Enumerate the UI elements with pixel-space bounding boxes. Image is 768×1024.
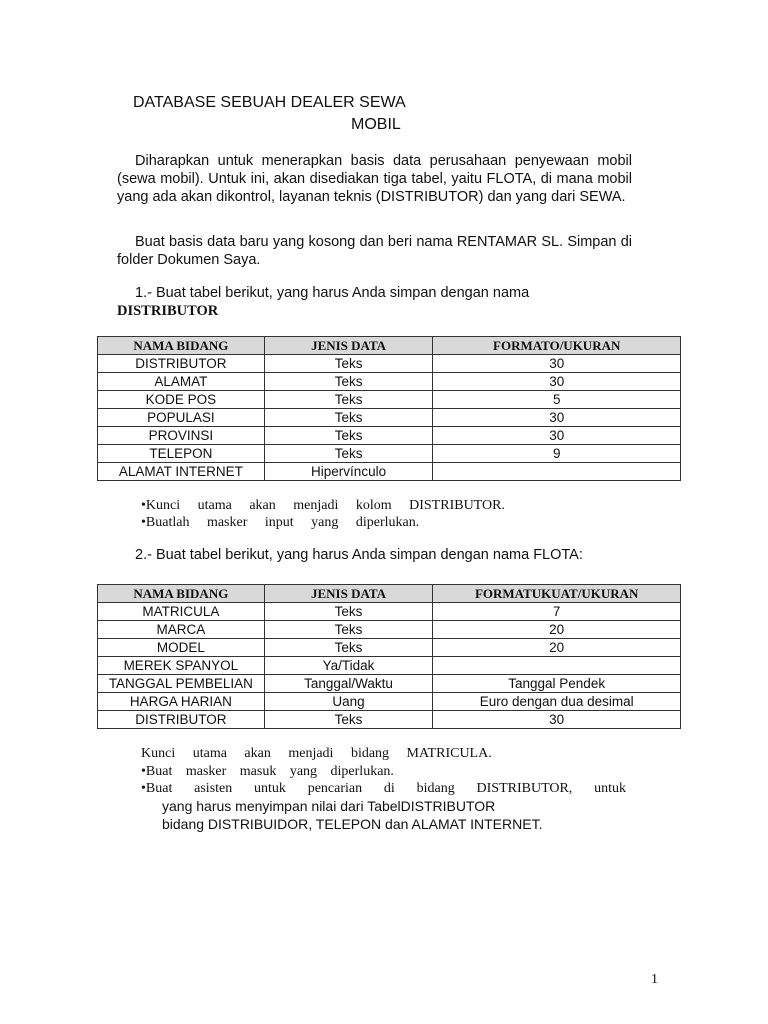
table-cell: Teks [264,409,433,427]
column-header-format-size: FORMATO/UKURAN [433,337,681,355]
table-cell: POPULASI [98,409,265,427]
table-cell: Tanggal Pendek [433,675,681,693]
step1-paragraph [117,284,612,320]
table-cell: 30 [433,355,681,373]
table-cell: Uang [264,693,433,711]
table-row [98,463,681,481]
table-cell: Teks [264,373,433,391]
table-header-row [98,585,681,603]
table-cell: 7 [433,603,681,621]
table-row [98,621,681,639]
table-cell: 30 [433,427,681,445]
table-cell: DISTRIBUTOR [98,355,265,373]
step1-table-name: DISTRIBUTOR [117,303,219,319]
column-header-data-type: JENIS DATA [264,337,433,355]
bullet-primary-key: •Kunci utama akan menjadi kolom DISTRIBUTOR. [141,498,505,513]
table-cell: TANGGAL PEMBELIAN [98,675,265,693]
column-header-format-size: FORMATUKUAT/UKURAN [433,585,681,603]
column-header-field-name: NAMA BIDANG [98,337,265,355]
table-cell: Teks [264,391,433,409]
page-title-continued: MOBIL [351,116,401,133]
table-cell: HARGA HARIAN [98,693,265,711]
intro-paragraph: Diharapkan untuk menerapkan basis data perusahaan penyewaan mobil (sewa mobil). Untuk ini, akan disediakan tiga tabel, yaitu FLOTA, di mana mobil yang ada akan dikontrol, layanan teknis (DISTRIBUTOR) dan yang dari SEWA. [117,153,632,205]
table-cell: Tanggal/Waktu [264,675,433,693]
table-cell: 20 [433,639,681,657]
table-cell: Teks [264,639,433,657]
table-cell: Ya/Tidak [264,657,433,675]
step2-lookup-source: yang harus menyimpan nilai dari TabelDISTRIBUTOR [162,798,496,814]
table-cell: 30 [433,409,681,427]
create-database-paragraph: Buat basis data baru yang kosong dan beri nama RENTAMAR SL. Simpan di folder Dokumen Saya. [117,234,632,268]
table-cell: PROVINSI [98,427,265,445]
table-row [98,603,681,621]
table-row [98,693,681,711]
table-cell: 9 [433,445,681,463]
table-cell: 30 [433,373,681,391]
step2-lookup-assistant: •Buat asisten untuk pencarian di bidang DISTRIBUTOR, untuk [141,781,626,796]
table-cell: Hipervínculo [264,463,433,481]
table-cell: Teks [264,427,433,445]
table-row [98,657,681,675]
table-row [98,675,681,693]
table-cell: TELEPON [98,445,265,463]
distributor-table [97,336,681,481]
table-cell: Teks [264,603,433,621]
table-cell: MODEL [98,639,265,657]
table-cell: MATRICULA [98,603,265,621]
table-row [98,355,681,373]
table-row [98,711,681,729]
table-row [98,409,681,427]
page-title: DATABASE SEBUAH DEALER SEWA [133,94,406,111]
step2-paragraph: 2.- Buat tabel berikut, yang harus Anda simpan dengan nama FLOTA: [135,547,583,563]
column-header-data-type: JENIS DATA [264,585,433,603]
table-cell: MEREK SPANYOL [98,657,265,675]
column-header-field-name: NAMA BIDANG [98,585,265,603]
table-header-row [98,337,681,355]
table-cell: 20 [433,621,681,639]
table-row [98,373,681,391]
table-cell: Teks [264,355,433,373]
table-row [98,445,681,463]
page-number: 1 [651,972,658,987]
table-row [98,427,681,445]
step2-input-mask: •Buat masker masuk yang diperlukan. [141,764,394,779]
step2-primary-key: Kunci utama akan menjadi bidang MATRICULA. [141,746,492,761]
table-cell: ALAMAT INTERNET [98,463,265,481]
table-cell: ALAMAT [98,373,265,391]
table-cell: DISTRIBUTOR [98,711,265,729]
table-cell: Teks [264,711,433,729]
table-cell [433,463,681,481]
bullet-input-mask: •Buatlah masker input yang diperlukan. [141,515,420,530]
table-cell: KODE POS [98,391,265,409]
flota-table [97,584,681,729]
table-cell: Teks [264,445,433,463]
table-cell: MARCA [98,621,265,639]
table-row [98,639,681,657]
table-cell: Euro dengan dua desimal [433,693,681,711]
table-cell: 5 [433,391,681,409]
step2-lookup-fields: bidang DISTRIBUIDOR, TELEPON dan ALAMAT INTERNET. [162,816,543,832]
table-row [98,391,681,409]
table-cell: Teks [264,621,433,639]
table-cell [433,657,681,675]
table-cell: 30 [433,711,681,729]
step1-text: 1.- Buat tabel berikut, yang harus Anda simpan dengan nama [135,285,530,301]
